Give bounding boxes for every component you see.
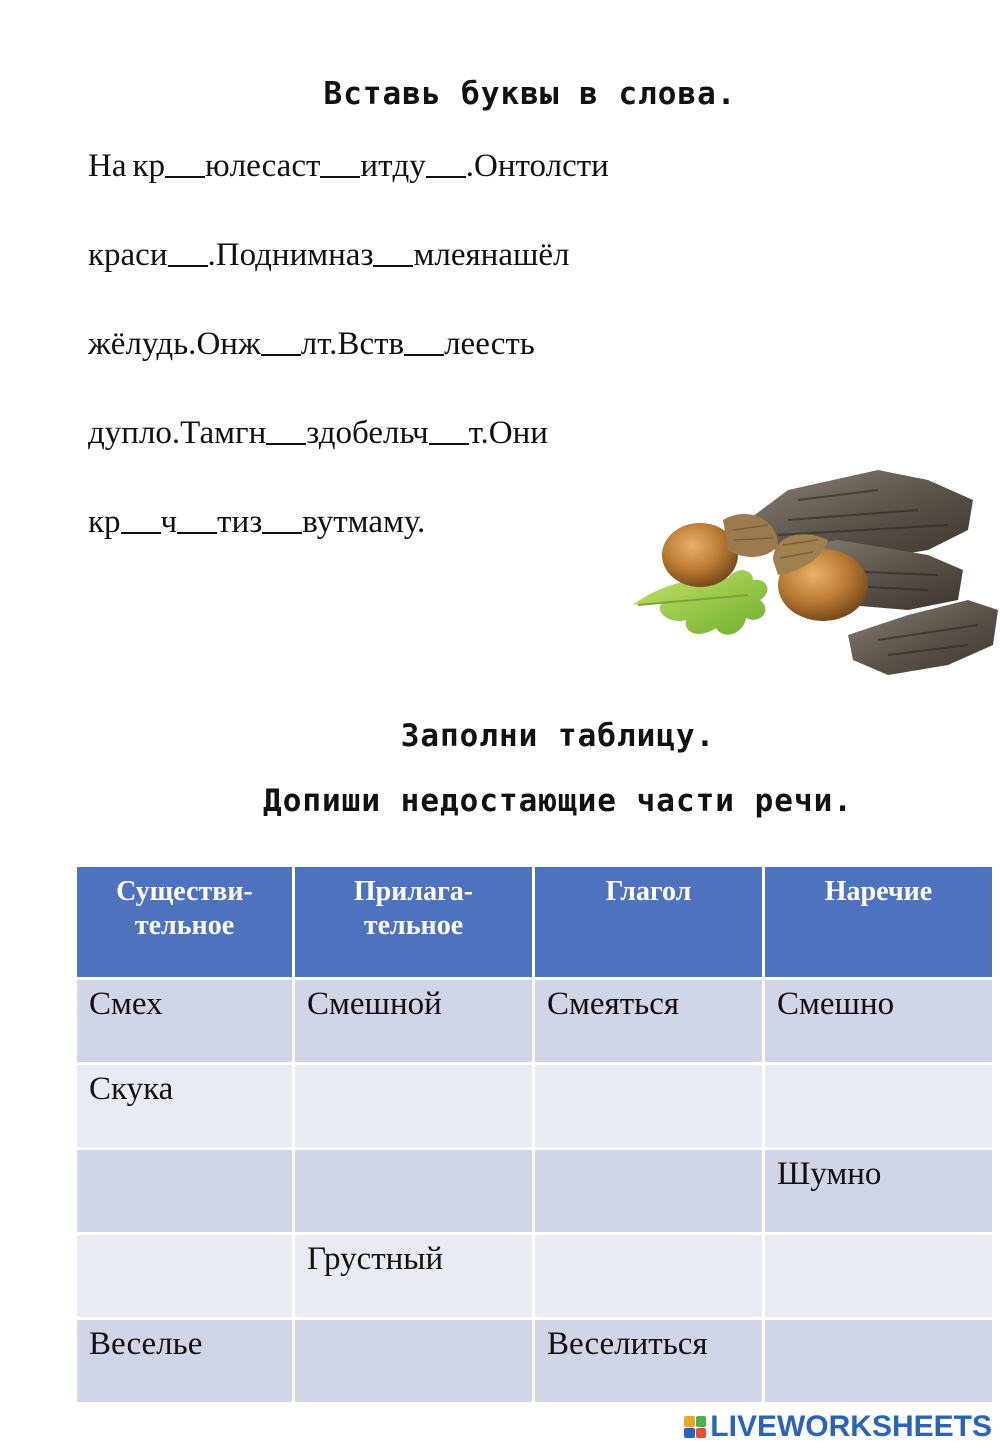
word: гн: [235, 415, 267, 451]
logo-text: LIVEWORKSHEETS: [710, 1410, 992, 1443]
word: ле: [444, 326, 476, 362]
table-row: [76, 1064, 994, 1149]
table-cell: Смеяться: [534, 979, 764, 1064]
header-noun: Существи- тельное: [76, 866, 294, 979]
word: кр: [132, 148, 166, 184]
letter-blank[interactable]: [426, 150, 466, 178]
table-cell: Смех: [76, 979, 294, 1064]
word: маму.: [347, 504, 426, 540]
word: .: [465, 148, 475, 184]
table-cell: Шумно: [764, 1149, 994, 1234]
text-line-2: [88, 237, 570, 281]
answer-cell[interactable]: [294, 1149, 534, 1234]
word: ж: [237, 326, 261, 362]
logo-mark-icon: [684, 1416, 706, 1438]
word: Под: [215, 237, 272, 273]
logo-square: [696, 1416, 707, 1427]
word: Там: [180, 415, 236, 451]
word: и: [231, 504, 250, 540]
logo-square: [696, 1428, 707, 1439]
answer-cell[interactable]: [764, 1319, 994, 1404]
answer-cell[interactable]: [76, 1149, 294, 1234]
table-row: [76, 979, 994, 1064]
word: здо: [306, 415, 352, 451]
word: Он: [196, 326, 238, 362]
answer-cell[interactable]: [534, 1064, 764, 1149]
bark-piece: [848, 600, 998, 675]
table-cell: Грустный: [294, 1234, 534, 1319]
word: вут: [302, 504, 348, 540]
word: Он: [474, 148, 516, 184]
letter-blank[interactable]: [429, 417, 469, 445]
word: лт.: [300, 326, 338, 362]
word: т.: [468, 415, 489, 451]
letter-blank[interactable]: [373, 239, 413, 267]
task2-subtitle: Допиши недостающие части речи.: [263, 783, 853, 819]
word: кр: [88, 504, 121, 540]
word: я: [465, 237, 481, 273]
text-line-4: [88, 415, 548, 459]
text-line-5: [88, 504, 425, 548]
word: На: [88, 148, 127, 184]
table-cell: Веселье: [76, 1319, 294, 1404]
header-adverb: Наречие: [764, 866, 994, 979]
letter-blank[interactable]: [177, 506, 217, 534]
header-adjective: Прилага- тельное: [294, 866, 534, 979]
word: з: [249, 504, 263, 540]
letter-blank[interactable]: [320, 150, 360, 178]
word: и: [591, 148, 609, 184]
word: ч: [160, 504, 178, 540]
table-row: [76, 1149, 994, 1234]
task2-title: Заполни таблицу.: [400, 718, 716, 754]
answer-cell[interactable]: [76, 1234, 294, 1319]
word: толст: [515, 148, 592, 184]
word: мле: [413, 237, 466, 273]
word: ств: [359, 326, 405, 362]
letter-blank[interactable]: [266, 417, 306, 445]
answer-cell[interactable]: [294, 1064, 534, 1149]
word: жёлудь.: [88, 326, 197, 362]
word: леса: [229, 148, 292, 184]
word: ит: [360, 148, 393, 184]
answer-cell[interactable]: [764, 1234, 994, 1319]
acorn-illustration: [628, 460, 1000, 690]
logo-square: [684, 1428, 695, 1439]
letter-blank[interactable]: [121, 506, 161, 534]
header-verb: Глагол: [534, 866, 764, 979]
liveworksheets-logo[interactable]: [684, 1410, 992, 1444]
letter-blank[interactable]: [262, 506, 302, 534]
word: бельч: [351, 415, 429, 451]
table-cell: Скука: [76, 1064, 294, 1149]
answer-cell[interactable]: [294, 1319, 534, 1404]
letter-blank[interactable]: [168, 239, 208, 267]
word: ду: [392, 148, 426, 184]
letter-blank[interactable]: [165, 150, 205, 178]
table-cell: Веселиться: [534, 1319, 764, 1404]
table-header-row: [76, 866, 994, 979]
word: В: [337, 326, 360, 362]
letter-blank[interactable]: [261, 328, 301, 356]
answer-cell[interactable]: [534, 1234, 764, 1319]
table-row: [76, 1319, 994, 1404]
answer-cell[interactable]: [764, 1064, 994, 1149]
task1-title: Вставь буквы в слова.: [323, 76, 737, 112]
word: на: [328, 237, 361, 273]
letter-blank[interactable]: [404, 328, 444, 356]
word: дупло.: [88, 415, 181, 451]
answer-cell[interactable]: [534, 1149, 764, 1234]
table-cell: Смешно: [764, 979, 994, 1064]
word: нашёл: [480, 237, 570, 273]
word: з: [360, 237, 374, 273]
logo-square: [684, 1416, 695, 1427]
text-line-3: [88, 326, 535, 370]
word: ним: [271, 237, 329, 273]
word: ст: [291, 148, 321, 184]
parts-of-speech-table: [74, 864, 995, 1405]
word: краси: [88, 237, 168, 273]
word: т: [217, 504, 232, 540]
table-cell: Смешной: [294, 979, 534, 1064]
table-row: [76, 1234, 994, 1319]
word: .: [207, 237, 216, 273]
word: Они: [488, 415, 548, 451]
word: ю: [205, 148, 230, 184]
text-line-1: [88, 148, 609, 192]
word: есть: [475, 326, 535, 362]
